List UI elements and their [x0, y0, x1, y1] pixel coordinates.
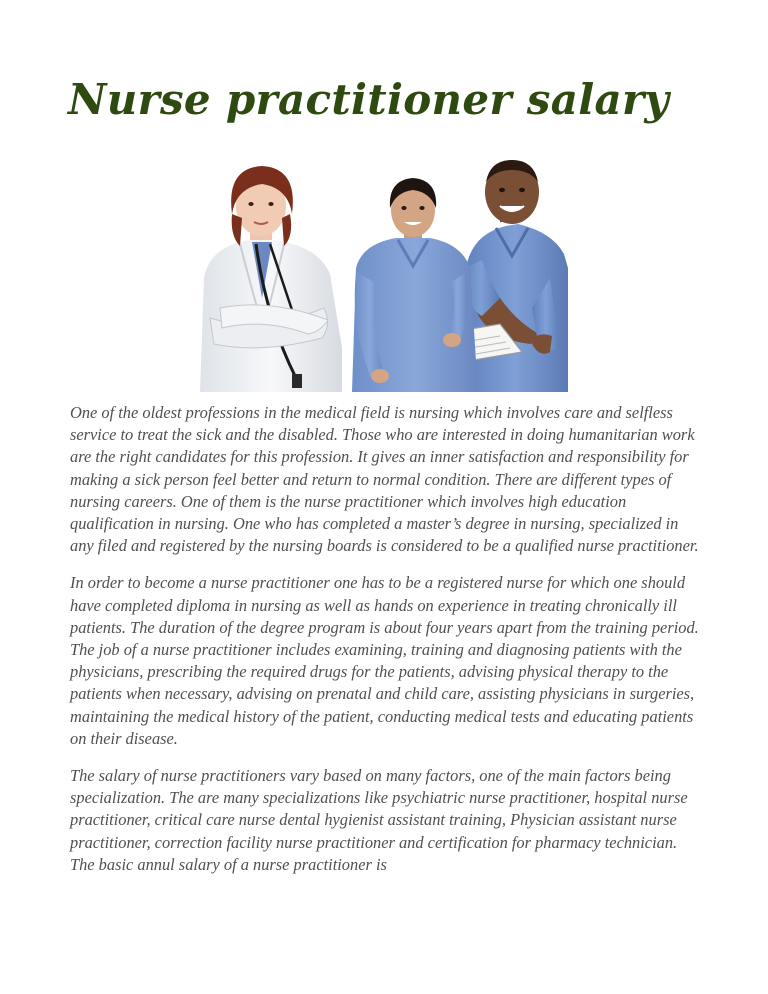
paragraph: One of the oldest professions in the medical field is nursing which involves care and selfless service to treat the sick and the disabled. Those who are interested in doing humanitarian work are the right candidates for this profession. It gives an inner satisfaction and responsibility for making a sick person feel better and return to normal condition. There are different types of nursing careers. One of them is the nurse practitioner which involves high education qualification in nursing. One who has completed a master’s degree in nursing, specialized in any filed and registered by the nursing boards is considered to be a qualified nurse practitioner. [70, 403, 699, 556]
female-nurse-figure [352, 178, 478, 392]
paragraph: The salary of nurse practitioners vary based on many factors, one of the main factors being specialization. The are many specializations like psychiatric nurse practitioner, hospital nurse practitioner, critical care nurse dental hygienist assistant training, Physician assistant nurse practitioner, correction facility nurse practitioner and certification for pharmacy technician. The basic annul salary of a nurse practitioner is [70, 766, 688, 874]
article-body [70, 402, 700, 891]
page-title: Nurse practitioner salary [68, 75, 670, 124]
female-doctor-figure [200, 166, 342, 392]
paragraph: In order to become a nurse practitioner one has to be a registered nurse for which one should have completed diploma in nursing as well as hands on experience in treating chronically ill patients. The duration of the degree program is about four years apart from the training period. The job of a nurse practitioner includes examining, training and diagnosing patients with the physicians, prescribing the required drugs for the patients, advising physical therapy to the patients when necessary, advising on prenatal and child care, assisting physicians in surgeries, maintaining the medical history of the patient, conducting medical tests and educating patients on their disease. [70, 573, 699, 748]
three-nurses-photo [200, 148, 568, 392]
